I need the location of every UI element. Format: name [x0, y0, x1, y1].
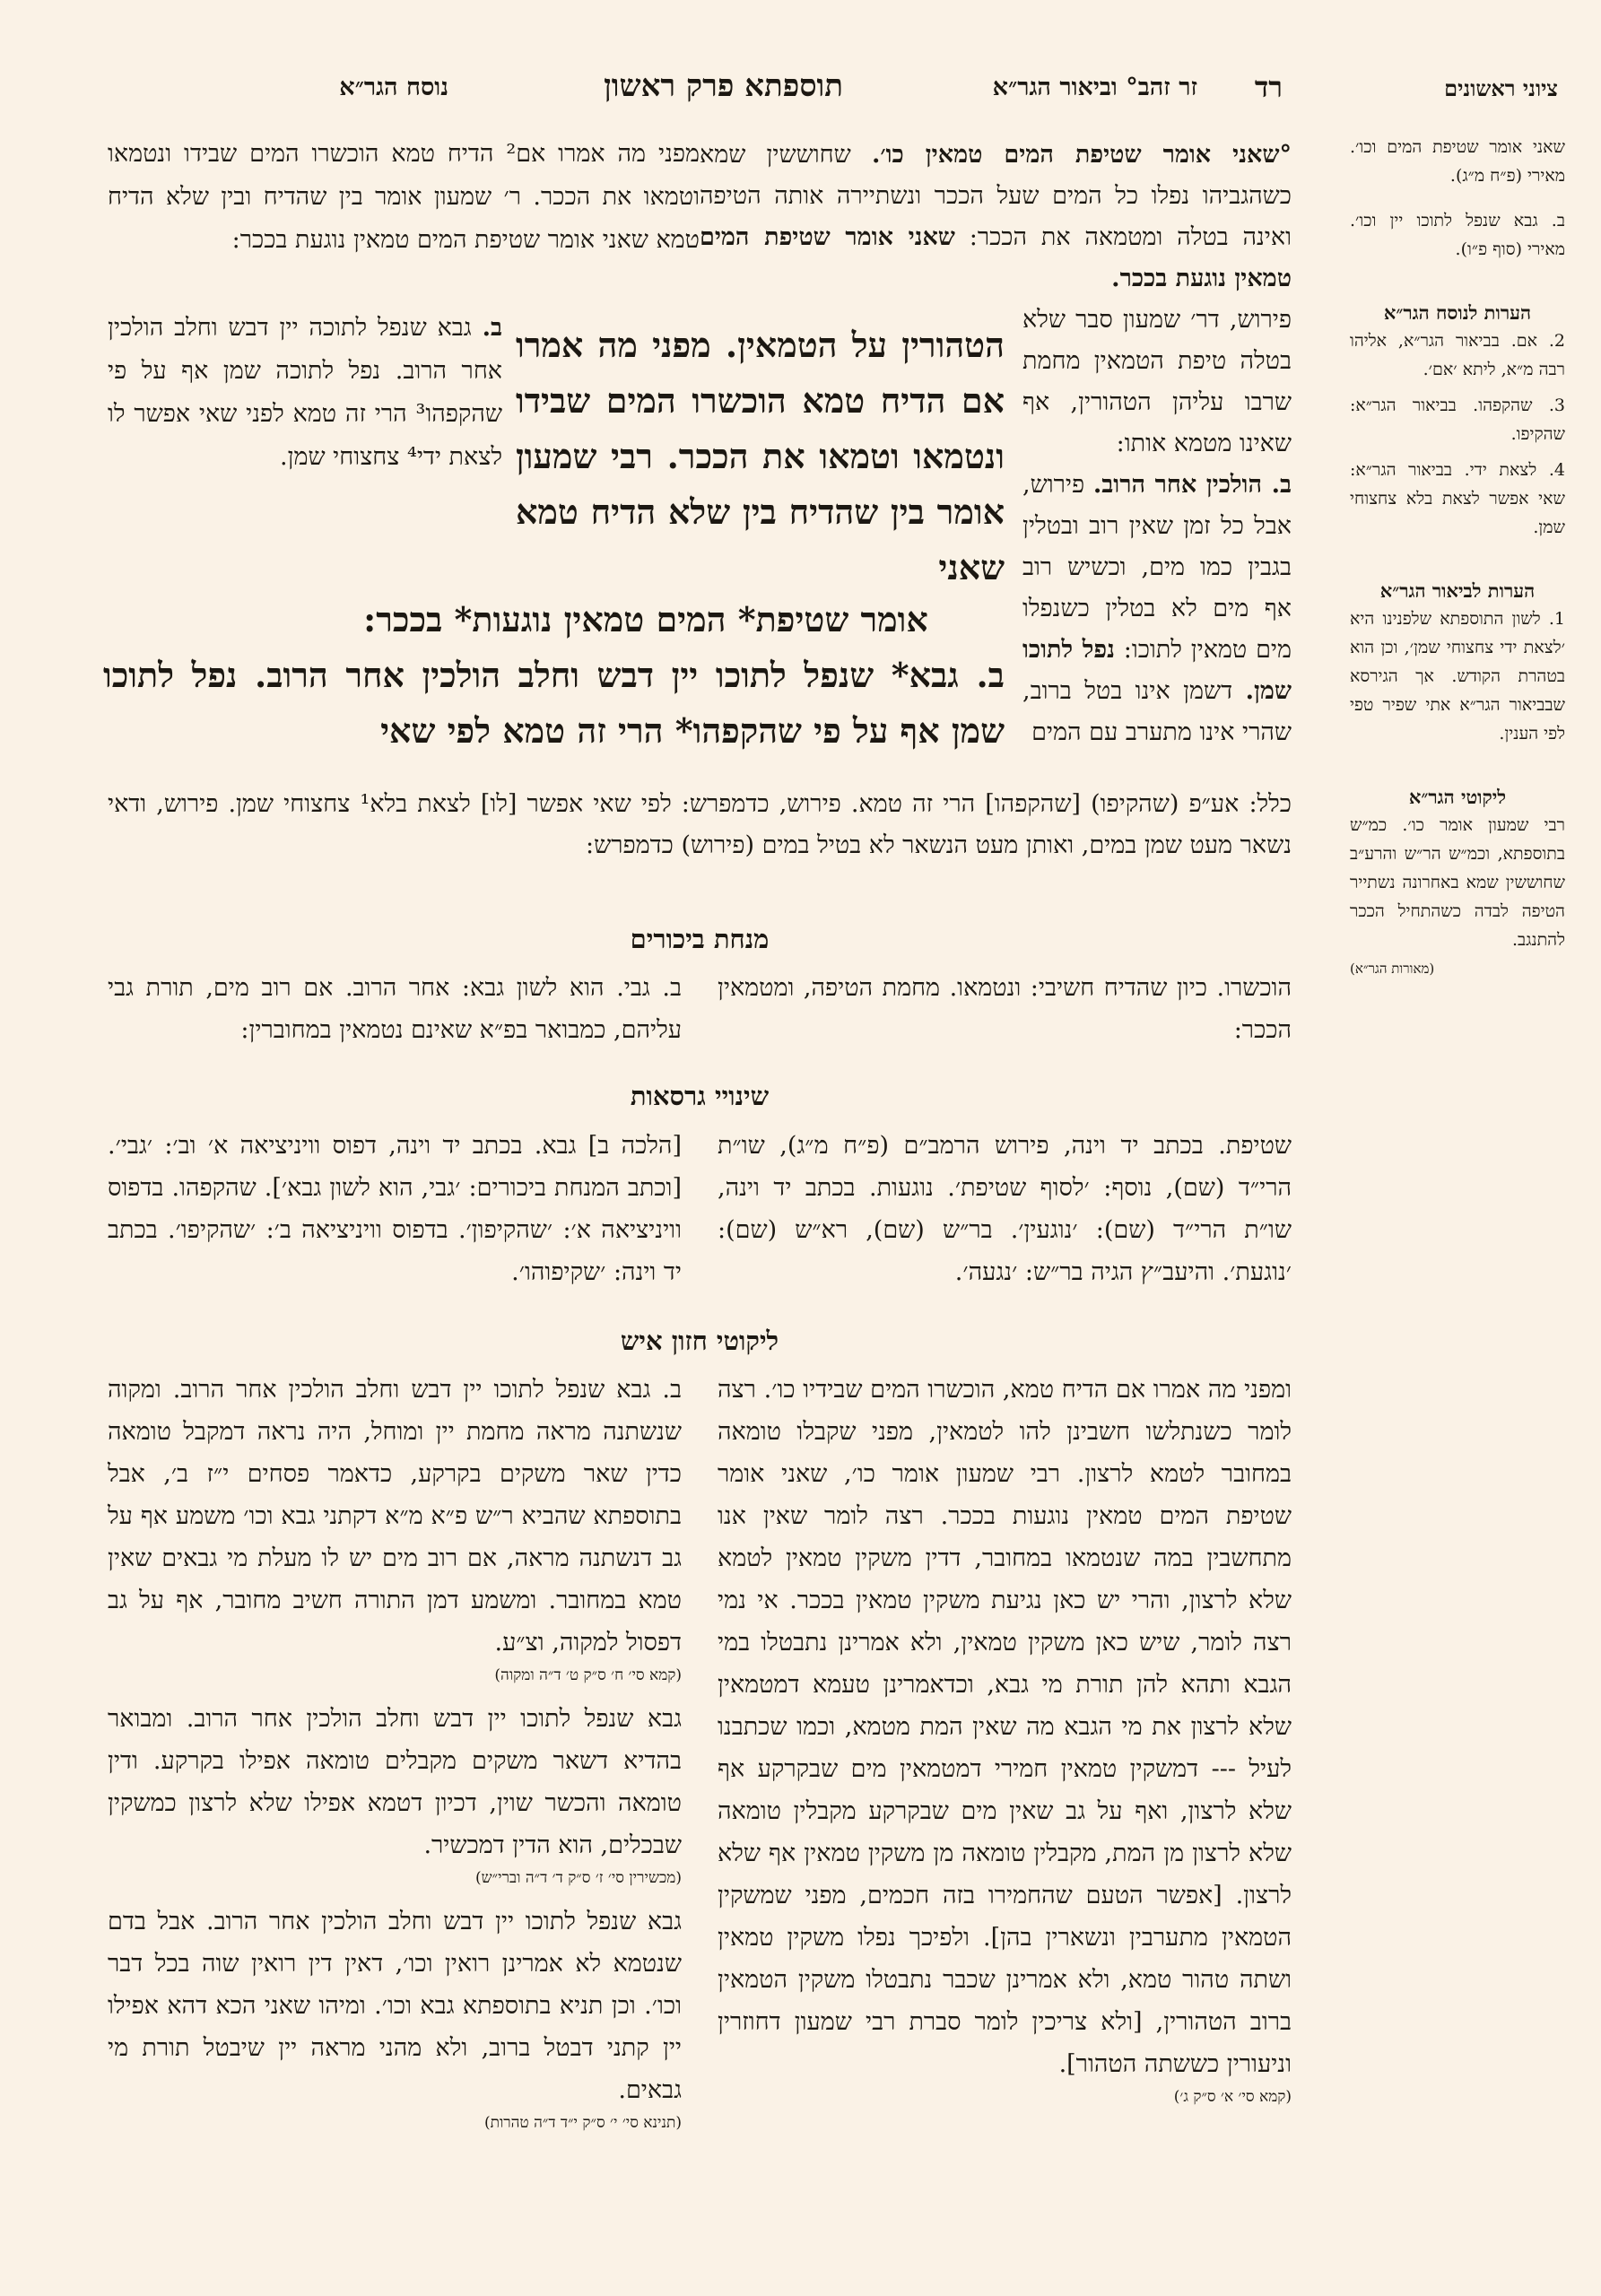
likutei-gra-title: ליקוטי הגר״א [1408, 786, 1507, 808]
tosefta-text: ב. גבא* שנפל לתוכו יין דבש וחלב הולכין אחר הרוב. נפל לתוכו שמן אף על פי שהקפהו* הרי זה טמא לפי שאי [103, 655, 1005, 751]
side-column [1350, 133, 1565, 983]
note-item: 3. שהקפהו. בביאור הגר״א: שהקיפו. [1350, 396, 1565, 444]
chazon-text: גבא שנפל לתוכו יין דבש וחלב הולכין אחר הרוב. אבל בדם שנטמא לא אמרינן רואין וכו׳, דאין דין רואין שוה בכל דבר וכו׳. וכן תניא בתוספתא גבא וכו׳. ומיהו שאני הכא דהא אפילו יין קתני דבטל ברוב, ולא מהני מראה יין שיבטל תורת מי גבאים. [108, 1908, 682, 2104]
biur-text: פירוש, אבל כל זמן שאין רוב ובטלין בגבין כמו מים, וכשיש רוב אף מים לא בטלין כשנפלו מים טמאין לתוכו: [1022, 471, 1292, 664]
biur-text: כלל: אע״פ (שהקיפו) [שהקפהו] הרי זה טמא. פירוש, כדמפרש: לפי שאי אפשר [לו] לצאת בלא¹ צחצוחי שמן. פירוש, ודאי נשאר מעט שמן במים, ואותן מעט הנשאר לא בטיל במים (פירוש) כדמפרש: [108, 790, 1292, 859]
chazon-source: (מכשירין סי׳ ז׳ ס״ק ד׳ ד״ה וברי״ש) [474, 1869, 682, 1887]
note-item: 4. לצאת ידי. בביאור הגר״א: שאי אפשר לצאת בלא צחצוחי שמן. [1350, 460, 1565, 537]
minchat-left: ב. גבי. הוא לשון גבא: אחר הרוב. אם רוב מים, תורת גבי עליהם, כמבואר בפ״א שאינם נטמאין במחוברין: [108, 974, 682, 1044]
ziyunei-item: ב. גבא שנפל לתוכו יין וכו׳. מאירי (סוף פ״ו). [1350, 211, 1565, 259]
biur-lead: °שאני אומר שטיפת המים טמאין כו׳. [871, 141, 1292, 169]
chazon-source: (תנינא סי׳ י׳ ס״ק י״ד ד״ה טהרות) [483, 2114, 682, 2132]
shinuyei-left: [הלכה ב] גבא. בכתב יד וינה, דפוס וויניציאה א׳ וב׳: ׳גבי׳. [וכתב המנחת ביכורים: ׳גבי, הוא לשון גבא׳]. שהקפהו. בדפוס וויניציאה א׳: ׳שהקיפון׳. בדפוס וויניציאה ב׳: ׳שהקיפו׳. בכתב יד וינה: ׳שקיפוהו׳. [108, 1132, 682, 1286]
notes-nusach-title: הערות לנוסח הגר״א [1383, 301, 1532, 324]
nusach-gra-narrow [108, 307, 502, 479]
chazon-title: ליקוטי חזון איש [620, 1326, 779, 1356]
note-item: 2. אם. בביאור הגר״א, אליהו רבה מ״א, ליתא ׳אם׳. [1350, 331, 1565, 379]
biur-gra-narrow [1022, 300, 1292, 753]
likutei-gra-text: רבי שמעון אומר כו׳. כמ״ש בתוספתא, וכמ״ש הר״ש והרע״ב שחוששין שמא באחרונה נשתייר הטיפה לבדה כשהתחיל הככר להתנגב. [1350, 815, 1565, 950]
tosefta-text-box [516, 317, 1005, 596]
shinuyei-right: שטיפת. בכתב יד וינה, פירוש הרמב״ם (פ״ח מ״ג), שו״ת הרי״ד (שם), נוסף: ׳לסוף שטיפת׳. נוגעות. בכתב יד וינה, שו״ת הרי״ד (שם): ׳נוגעין׳. בר״ש (שם), רא״ש (שם): ׳נוגעת׳. והיעב״ץ הגיה בר״ש: ׳נגעה׳. [718, 1132, 1292, 1286]
chazon-right [718, 1369, 1292, 2109]
header-title: תוספתא פרק ראשון [604, 68, 843, 104]
tosefta-text: אומר שטיפת* המים טמאין נוגעות* בככר: [363, 599, 928, 639]
note-item: 1. לשון התוספתא שלפנינו היא ׳לצאת ידי צחצוחי שמן׳, וכן הוא בטהרת הקודש. אך הגירסא שבביאור הגר״א אתי שפיר טפי לפי הענין. [1350, 609, 1565, 744]
likutei-gra-source: (מאורות הגר״א) [1350, 961, 1435, 977]
biur-text: פירוש, דר׳ שמעון סבר שלא בטלה טיפת הטמאין מחמת שרבו עליהן הטהורין, אף שאינו מטמא אותו: [1022, 306, 1292, 457]
nusach-lead: ב. [482, 314, 502, 342]
nusach-text: מפני מה אמרו אם² הדיח טמא הוכשרו המים שבידו ונטמאו וטמאו את הככר. ר׳ שמעון אומר בין שהדיח ובין שלא הדיח טמא שאני אומר שטיפת המים טמאין נוגעת בככר: [108, 140, 700, 254]
chazon-text: גבא שנפל לתוכו יין דבש וחלב הולכין אחר הרוב. ומבואר בהדיא דשאר משקים מקבלים טומאה אפילו בקרקע. ודין טומאה והכשר שוין, דכיון דטמא אפילו שלא לרצון כמשקין שבכלים, הוא הדין דמכשיר. [108, 1705, 682, 1859]
chazon-text: ב. גבא שנפל לתוכו יין דבש וחלב הולכין אחר הרוב. ומקוה שנשתנה מראה מחמת יין ומוחל, היה נראה דמקבל טומאה כדין שאר משקים בקרקע, כדאמר פסחים י״ז ב׳, אבל בתוספתא שהביא ר״ש פ״א מ״א דקתני גבא וכו׳ משמע אף על גב דנשתנה מראה, אם רוב מים יש לו מעלת מי גבאים שאין טמא במחובר. ומשמע דמן התורה חשיב מחובר, אף על גב דפסול למקוה, וצ״ע. [108, 1376, 682, 1657]
tosefta-bottom [103, 648, 1005, 759]
minchat-right: הוכשרו. כיון שהדיח חשיבי: ונטמאו. מחמת הטיפה, ומטמאין הככר: [718, 974, 1292, 1044]
chazon-source: (קמא סי׳ א׳ ס״ק ג׳) [1173, 2088, 1292, 2106]
tosefta-line [287, 592, 1005, 648]
header-nusach: נוסח הגר״א [339, 74, 448, 101]
tosefta-text: הטהורין על הטמאין. מפני מה אמרו אם הדיח טמא הוכשרו המים שבידו ונטמאו וטמאו את הככר. רבי שמעון אומר בין שהדיח בין שלא הדיח טמא שאני [516, 325, 1005, 587]
biur-gra-top [700, 135, 1292, 300]
chazon-source: (קמא סי׳ ח׳ ס״ק ט׳ ד״ה ומקוה) [494, 1666, 682, 1684]
nusach-gra-top [108, 133, 700, 262]
header-zer-zahav: זר זהב° וביאור הגר״א [992, 74, 1197, 101]
chazon-text: ומפני מה אמרו אם הדיח טמא, הוכשרו המים שבידיו כו׳. רצה לומר כשנתלשו חשבינן להו לטמאין, מפני שקבלו טומאה במחובר לטמא לרצון. רבי שמעון אומר כו׳, שאני אומר שטיפת המים טמאין נוגעות בככר. רצה לומר שאין אנו מתחשבין במה שנטמאו במחובר, דדין משקין טמאין לטמא שלא לרצון, והרי יש כאן נגיעת משקין טמאין בככר. אי נמי רצה לומר, שיש כאן משקין טמאין, ולא אמרינן נתבטלו במי הגבא ותהא להן תורת מי גבא, וכדאמרינן טעמא דמטמאין שלא לרצון את מי הגבא מה שאין המת מטמא, וכמו שכתבנו לעיל --- דמשקין טמאין חמירי דמטמאין מים שבקרקע אף שלא לרצון, ואף על גב שאין מים שבקרקע מקבלין טומאה שלא לרצון מן המת, מקבלין טומאה מן משקין טמאין אף שלא לרצון. [אפשר הטעם שהחמירו בזה חכמים, מפני שמשקין הטמאין מתערבין ונשארין בהן]. ולפיכך נפלו משקין טמאין ושתה טהור טמא, ולא אמרינן שכבר נתבטלו משקין הטמאין ברוב הטהורין, [ולא צריכין לומר סברת רבי שמעון דחוזרין וניעורין כששתה הטהור]. [718, 1376, 1292, 2078]
shinuyei-title: שינויי גרסאות [630, 1081, 770, 1111]
biur-lead: שאני אומר שטיפת המים טמאין נוגעת בככר. [700, 223, 1292, 292]
ziyunei-item: שאני אומר שטיפת המים וכו׳. מאירי (פ״ח מ״ג). [1350, 137, 1565, 186]
nusach-text: גבא שנפל לתוכה יין דבש וחלב הולכין אחר הרוב. נפל לתוכה שמן אף על פי שהקפהו³ הרי זה טמא לפני שאי אפשר לו לצאת ידי⁴ צחצוחי שמן. [108, 314, 502, 471]
biur-lead: ב. הולכין אחר הרוב. [1092, 471, 1292, 499]
biur-text: שחוששין שמא כשהגביהו נפלו כל המים שעל הככר ונשתיירה אותה הטיפה ואינה בטלה ומטמאה את הככר: [700, 141, 1292, 251]
chazon-left [108, 1369, 682, 2135]
biur-text: דשמן אינו בטל ברוב, שהרי אינו מתערב עם המים [1022, 677, 1292, 746]
header-page-number: רד [1254, 70, 1283, 104]
biur-gra-bottom [108, 784, 1292, 866]
header-ziyunei: ציוני ראשונים [1444, 75, 1558, 101]
biur-lead: נפל לתוכו שמן. [1022, 636, 1292, 705]
notes-biur-title: הערות לביאור הגר״א [1379, 579, 1536, 602]
minchat-title: מנחת ביכורים [630, 924, 770, 954]
